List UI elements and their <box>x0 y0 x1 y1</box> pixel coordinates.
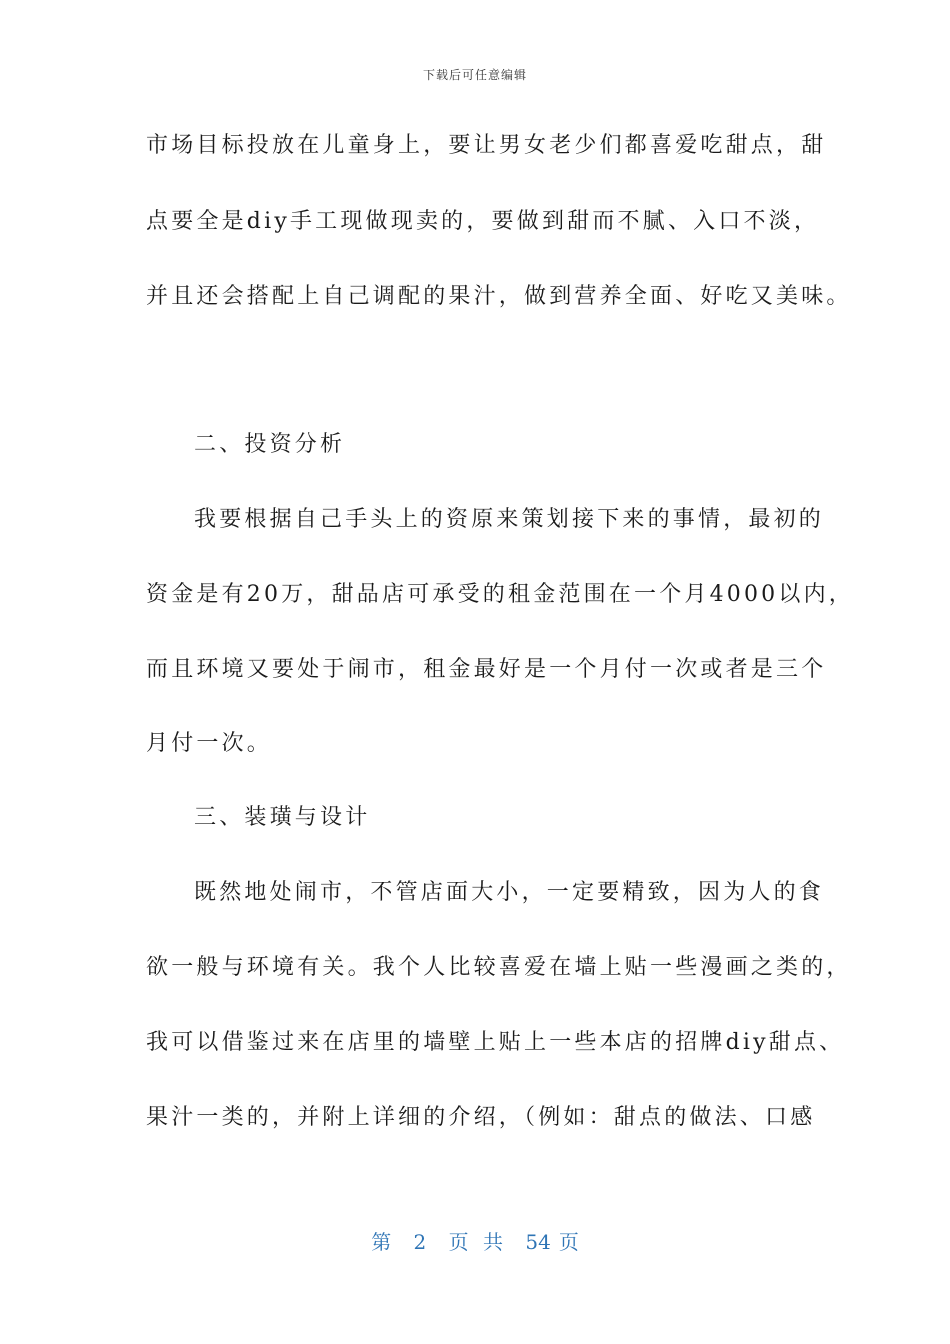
section-heading-investment: 二、投资分析 <box>194 432 346 457</box>
header-note: 下载后可任意编辑 <box>422 68 527 82</box>
body-line: 既然地处闹市，不管店面大小，一定要精致，因为人的食 <box>194 880 825 905</box>
footer-current-page: 2 <box>413 1230 427 1254</box>
body-line: 果汁一类的，并附上详细的介绍，（例如：甜点的做法、口感 <box>146 1105 816 1130</box>
section-heading-decoration: 三、装璜与设计 <box>194 805 371 830</box>
body-line: 我要根据自己手头上的资原来策划接下来的事情，最初的 <box>194 507 825 532</box>
body-line: 并且还会搭配上自己调配的果汁，做到营养全面、好吃又美味。 <box>146 284 852 309</box>
footer-label-of: 页 共 <box>448 1230 503 1254</box>
body-line: 市场目标投放在儿童身上，要让男女老少们都喜爱吃甜点，甜 <box>146 133 827 158</box>
footer-total-pages: 54 <box>525 1230 551 1254</box>
body-line: 欲一般与环境有关。我个人比较喜爱在墙上贴一些漫画之类的， <box>146 955 852 980</box>
footer-label-end: 页 <box>558 1230 579 1254</box>
body-line: 月付一次。 <box>146 731 273 756</box>
body-line: 而且环境又要处于闹市，租金最好是一个月付一次或者是三个 <box>146 657 827 682</box>
page-footer <box>0 1226 950 1255</box>
body-line: 我可以借鉴过来在店里的墙壁上贴上一些本店的招牌diy甜点、 <box>146 1030 845 1055</box>
body-line: 点要全是diy手工现做现卖的，要做到甜而不腻、入口不淡， <box>146 209 820 234</box>
body-line: 资金是有20万，甜品店可承受的租金范围在一个月4000以内， <box>146 582 854 607</box>
footer-label-page: 第 <box>371 1230 392 1254</box>
